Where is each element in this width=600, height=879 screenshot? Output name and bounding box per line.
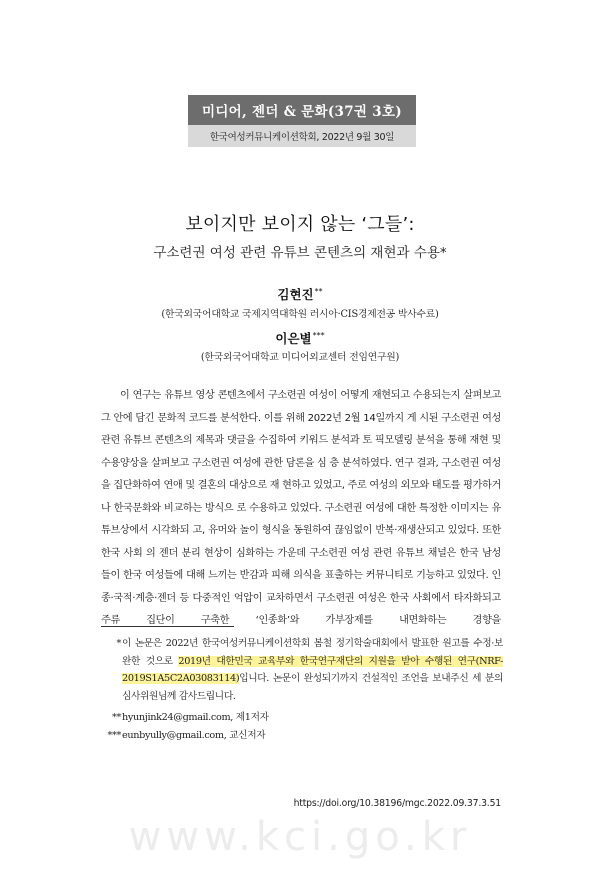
author-1-name-text: 김현진: [277, 287, 314, 302]
abstract-line: 로 수용하고 있었다. 구소련권 여성에 대한 특정한 이미지는 유튜브상에서 시각화되: [101, 502, 501, 536]
footnote-funding: [101, 635, 503, 705]
author-2-name: [0, 329, 600, 347]
paper-title: 보이지만 보이지 않는 ‘그들’:: [185, 214, 415, 235]
abstract-line: 의 젠더 분리 현상이 심화하는 가운데 구소련권 여성 관련 유튜브 채널은 한국 남성: [146, 547, 501, 559]
abstract-line: 사회에서 타자화되고 주류 집단이 구축한 ‘인종화’와 가부장제를 내면화하는 경향을: [101, 592, 501, 626]
footnote-author-2: [101, 727, 503, 745]
footnote-funding-text-after: 입니다. 논문이 완성되기까지 건설적인 조언을 보내주신 세 분의 심사위원님께 감사드립니다.: [122, 673, 503, 702]
footnote-author-1-mark: **: [112, 712, 121, 723]
abstract-line: 현하고 있었고, 주로 여성의 외모와 태도를 평가하거나 한국문화와 비교하는 방식으: [101, 480, 501, 514]
journal-issue-info-bar: [188, 125, 416, 147]
footnote-author-1: [101, 709, 503, 727]
footnote-divider: [101, 626, 234, 627]
abstract-line: 들이 한국 여성들에 대해 느끼는 반감과 피해 의식을 표출하는 커뮤니티로 기능하고: [101, 570, 454, 581]
footnote-funding-mark: *: [116, 638, 121, 649]
highlighted-funding-statement: 2019년 대한민국 교육부와 한국연구재단의 지원을 받아 수행된 연구(NRF-2019S1A5C2A03083114): [122, 655, 503, 684]
footnote-funding-text-before: 이 논문은 2022년 한국여성커뮤니케이션학회 봄철 정기학술대회에서 발표한 원고를 수정·보완한 것으로: [122, 638, 503, 667]
footnote-funding-text: [122, 635, 503, 705]
author-2-name-text: 이은별: [275, 331, 312, 346]
journal-name-banner: [188, 95, 416, 125]
kci-watermark: www.kci.go.kr: [128, 814, 472, 860]
footnote-author-2-text: eunbyully@gmail.com, 교신저자: [122, 729, 266, 741]
abstract-line: 있었다. 인종·국적·계층·젠더 등 다중적인 억압이 교차하면서 구소련권 여성은 한국: [101, 570, 501, 604]
author-2-footnote-mark: ***: [312, 331, 325, 340]
author-2-affiliation: (한국외국어대학교 미디어외교센터 전임연구원): [200, 352, 400, 363]
abstract-line: 살펴보고 그 안에 담긴 문화적 코드를 분석한다. 이를 위해 2022년 2월 14일까지 게: [101, 390, 501, 424]
footnote-author-1-text: hyunjink24@gmail.com, 제1저자: [122, 712, 269, 723]
footnotes: [101, 635, 503, 744]
abstract-line: 픽모델링 분석을 통해 재현 및 수용양상을 살펴보고 구소련권 여성에 관한 담론을 심: [101, 435, 501, 469]
abstract-line: 층 분석하였다. 연구 결과, 구소련권 여성을 집단화하여 연애 및 결혼의 대상으로 재: [101, 457, 501, 491]
doi-link[interactable]: https://doi.org/10.38196/mgc.2022.09.37.3.51: [293, 798, 501, 809]
author-1-footnote-mark: **: [314, 287, 323, 296]
footnote-author-2-mark: ***: [107, 729, 121, 741]
paper-subtitle: 구소련권 여성 관련 유튜브 콘텐츠의 재현과 수용*: [153, 245, 447, 261]
journal-name: 미디어, 젠더 & 문화(37권 3호): [201, 104, 402, 120]
abstract-line: 시된 구소련권 여성 관련 유튜브 콘텐츠의 제목과 댓글을 수집하여 키워드 분석과 토: [101, 412, 501, 446]
abstract-line: 이 연구는 유튜브 영상 콘텐츠에서 구소련권 여성이 어떻게 재현되고 수용되는지: [120, 390, 461, 401]
author-1-name: [0, 285, 600, 303]
abstract: [101, 385, 501, 633]
author-1-affiliation: (한국외국어대학교 국제지역대학원 러시아·CIS경제전공 박사수료): [161, 309, 439, 320]
journal-issue-info: 한국여성커뮤니케이션학회, 2022년 9월 30일: [209, 132, 395, 143]
abstract-line: 고, 유머와 놀이 형식을 동원하여 끊임없이 반복·재생산되고 있었다. 또한 한국 사회: [101, 525, 501, 559]
